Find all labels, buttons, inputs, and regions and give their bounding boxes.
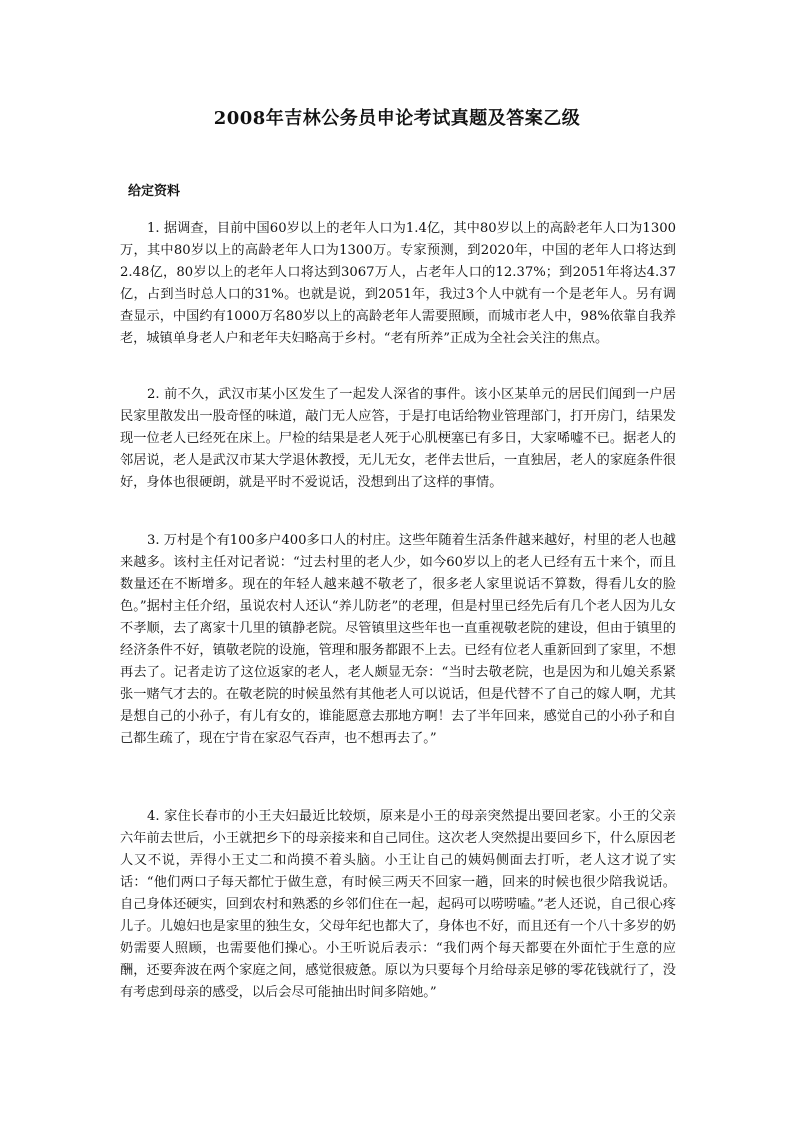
- paragraph-2: 2. 前不久，武汉市某小区发生了一起发人深省的事件。该小区某单元的居民们闻到一户居民家里散发出一股奇怪的味道，敲门无人应答，于是打电话给物业管理部门，打开房门，结果发现一位老人已经死在床上。尸检的结果是老人死于心肌梗塞已有多日，大家唏嘘不已。据老人的邻居说，老人是武汉市某大学退休教授，无儿无女，老伴去世后，一直独居，老人的家庭条件很好，身体也很硬朗，就是平时不爱说话，没想到出了这样的事情。: [120, 387, 676, 490]
- section-heading: 给定资料: [128, 184, 181, 199]
- paragraph-4: 4. 家住长春市的小王夫妇最近比较烦，原来是小王的母亲突然提出要回老家。小王的父亲六年前去世后，小王就把乡下的母亲接来和自己同住。这次老人突然提出要回乡下，什么原因老人又不说，弄得小王丈二和尚摸不着头脑。小王让自己的姨妈侧面去打听，老人这才说了实话：“他们两口子每天都忙于做生意，有时候三两天不回家一趟，回来的时候也很少陪我说话。自己身体还硬实，回到农村和熟悉的乡邻们住在一起，起码可以唠唠嗑。”老人还说，自己很心疼儿子。儿媳妇也是家里的独生女，父母年纪也都大了，身体也不好，而且还有一个八十多岁的奶奶需要人照顾，也需要他们操心。小王听说后表示：“我们两个每天都要在外面忙于生意的应酬，还要奔波在两个家庭之间，感觉很疲惫。原以为只要每个月给母亲足够的零花钱就行了，没有考虑到母亲的感受，以后会尽可能抽出时间多陪她。”: [120, 809, 676, 1000]
- paragraph-1: 1. 据调查，目前中国60岁以上的老年人口为1.4亿，其中80岁以上的高龄老年人口为1300万，其中80岁以上的高龄老年人口为1300万。专家预测，到2020年，中国的老年人口将达到2.48亿，80岁以上的老年人口将达到3067万人，占老年人口的12.37%；到2051年将达4.37亿，占到当时总人口的31%。也就是说，到2051年，我过3个人中就有一个是老年人。另有调查显示，中国约有1000万名80岁以上的高龄老年人需要照顾，而城市老人中，98%依靠自我养老，城镇单身老人户和老年夫妇略高于乡村。“老有所养”正成为全社会关注的焦点。: [120, 221, 676, 346]
- paragraph-3: 3. 万村是个有100多户400多口人的村庄。这些年随着生活条件越来越好，村里的老人也越来越多。该村主任对记者说：“过去村里的老人少，如今60岁以上的老人已经有五十来个，而且数量还在不断增多。现在的年轻人越来越不敬老了，很多老人家里说话不算数，得看儿女的脸色。”据村主任介绍，虽说农村人还认“养儿防老”的老理，但是村里已经先后有几个老人因为儿女不孝顺，去了离家十几里的镇静老院。尽管镇里这些年也一直重视敬老院的建设，但由于镇里的经济条件不好，镇敬老院的设施，管理和服务都跟不上去。已经有位老人重新回到了家里，不想再去了。记者走访了这位返家的老人，老人颇显无奈：“当时去敬老院，也是因为和儿媳关系紧张一赌气才去的。在敬老院的时候虽然有其他老人可以说话，但是代替不了自己的嫁人啊，尤其是想自己的小孙子，有儿有女的，谁能愿意去那地方啊！去了半年回来，感觉自己的小孙子和自己都生疏了，现在宁肯在家忍气吞声，也不想再去了。”: [120, 533, 676, 746]
- page-title: 2008年吉林公务员申论考试真题及答案乙级: [213, 108, 581, 129]
